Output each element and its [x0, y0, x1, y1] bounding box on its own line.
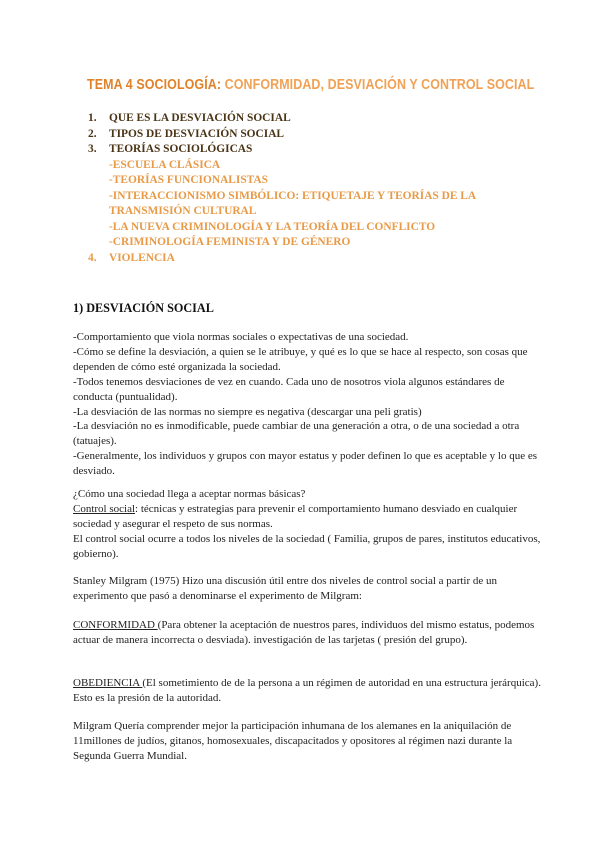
- document-title: [87, 77, 534, 93]
- title-prefix: TEMA 4 SOCIOLOGÍA:: [87, 77, 225, 93]
- paragraph: -La desviación no es inmodificable, puede cambiar de una generación a otra, o de una sociedad a otra (tatuajes).: [73, 420, 520, 448]
- toc-subitem: TRANSMISIÓN CULTURAL: [109, 205, 257, 217]
- term-definition: : técnicas y estrategias para prevenir el comportamiento humano desviado en cualquier sociedad y asegurar el respeto de sus normas.: [73, 502, 518, 530]
- toc-number: 1.: [88, 112, 97, 124]
- paragraph: [73, 676, 543, 706]
- paragraph: -Cómo se define la desviación, a quien se le atribuye, y qué es lo que se hace al respecto, son cosas que dependen de cómo esté organizada la sociedad.: [73, 345, 528, 373]
- toc-number: 2.: [88, 127, 97, 140]
- milgram-goal: Milgram Quería comprender mejor la participación inhumana de los alemanes en la aniquilación de 11millones de judíos, gitanos, homosexuales, discapacitados y opositores al régimen nazi durante la Segunda Guerra Mundial.: [73, 720, 513, 762]
- conformidad-block: [73, 618, 543, 648]
- toc-label: VIOLENCIA: [109, 251, 175, 264]
- toc-label: QUE ES LA DESVIACIÓN SOCIAL: [109, 112, 291, 124]
- toc-number: 4.: [88, 251, 97, 264]
- paragraph: -Generalmente, los individuos y grupos con mayor estatus y poder definen lo que es aceptable y lo que es desviado.: [73, 450, 538, 478]
- term-definition: (Para obtener la aceptación de nuestros pares, individuos del mismo estatus, podemos actuar de manera incorrecta o desviada). investigación de las tarjetas ( presión del grupo).: [73, 619, 535, 646]
- toc-subitem: -LA NUEVA CRIMINOLOGÍA Y LA TEORÍA DEL CONFLICTO: [109, 220, 436, 233]
- toc-item: [88, 251, 476, 267]
- toc-subitem: -INTERACCIONISMO SIMBÓLICO: ETIQUETAJE Y TEORÍAS DE LA: [109, 189, 477, 202]
- control-social-block: [73, 487, 543, 562]
- paragraph: -La desviación de las normas no siempre es negativa (descargar una peli gratis): [73, 405, 422, 418]
- toc-subitem: -ESCUELA CLÁSICA: [109, 158, 221, 171]
- question: ¿Cómo una sociedad llega a aceptar normas básicas?: [73, 488, 306, 500]
- paragraph: -Comportamiento que viola normas sociales o expectativas de una sociedad.: [73, 331, 409, 343]
- toc-item: [88, 127, 476, 143]
- toc-label: TEORÍAS SOCIOLÓGICAS: [109, 143, 253, 155]
- section-heading: 1) DESVIACIÓN SOCIAL: [73, 301, 214, 315]
- toc-subitem: -CRIMINOLOGÍA FEMINISTA Y DE GÉNERO: [109, 236, 351, 248]
- toc-item: [88, 142, 476, 158]
- term-definition: (El sometimiento de de la persona a un régimen de autoridad en una estructura jerárquica). Esto es la presión de la autoridad.: [73, 677, 541, 704]
- toc-subitem: -TEORÍAS FUNCIONALISTAS: [109, 174, 268, 186]
- obediencia-block: [73, 676, 543, 706]
- term-conformidad: CONFORMIDAD: [73, 619, 158, 631]
- definition-list: [73, 330, 543, 479]
- milgram-intro: Stanley Milgram (1975) Hizo una discusión útil entre dos niveles de control social a partir de un experimento que pasó a denominarse el experimento de Milgram:: [73, 575, 498, 602]
- paragraph: El control social ocurre a todos los niveles de la sociedad ( Familia, grupos de pares, institutos educativos, gobierno).: [73, 532, 541, 560]
- term-obediencia: OBEDIENCIA: [73, 677, 143, 689]
- toc-item: [88, 111, 476, 127]
- toc-number: 3.: [88, 143, 97, 155]
- term-control-social: Control social: [73, 502, 136, 515]
- paragraph: [73, 618, 543, 648]
- title-main: CONFORMIDAD, DESVIACIÓN Y CONTROL SOCIAL: [224, 77, 535, 93]
- paragraph: [73, 502, 543, 532]
- table-of-contents: [88, 111, 476, 266]
- paragraph: -Todos tenemos desviaciones de vez en cuando. Cada uno de nosotros viola algunos estándares de conducta (puntualidad).: [73, 375, 505, 403]
- toc-label: TIPOS DE DESVIACIÓN SOCIAL: [109, 127, 285, 140]
